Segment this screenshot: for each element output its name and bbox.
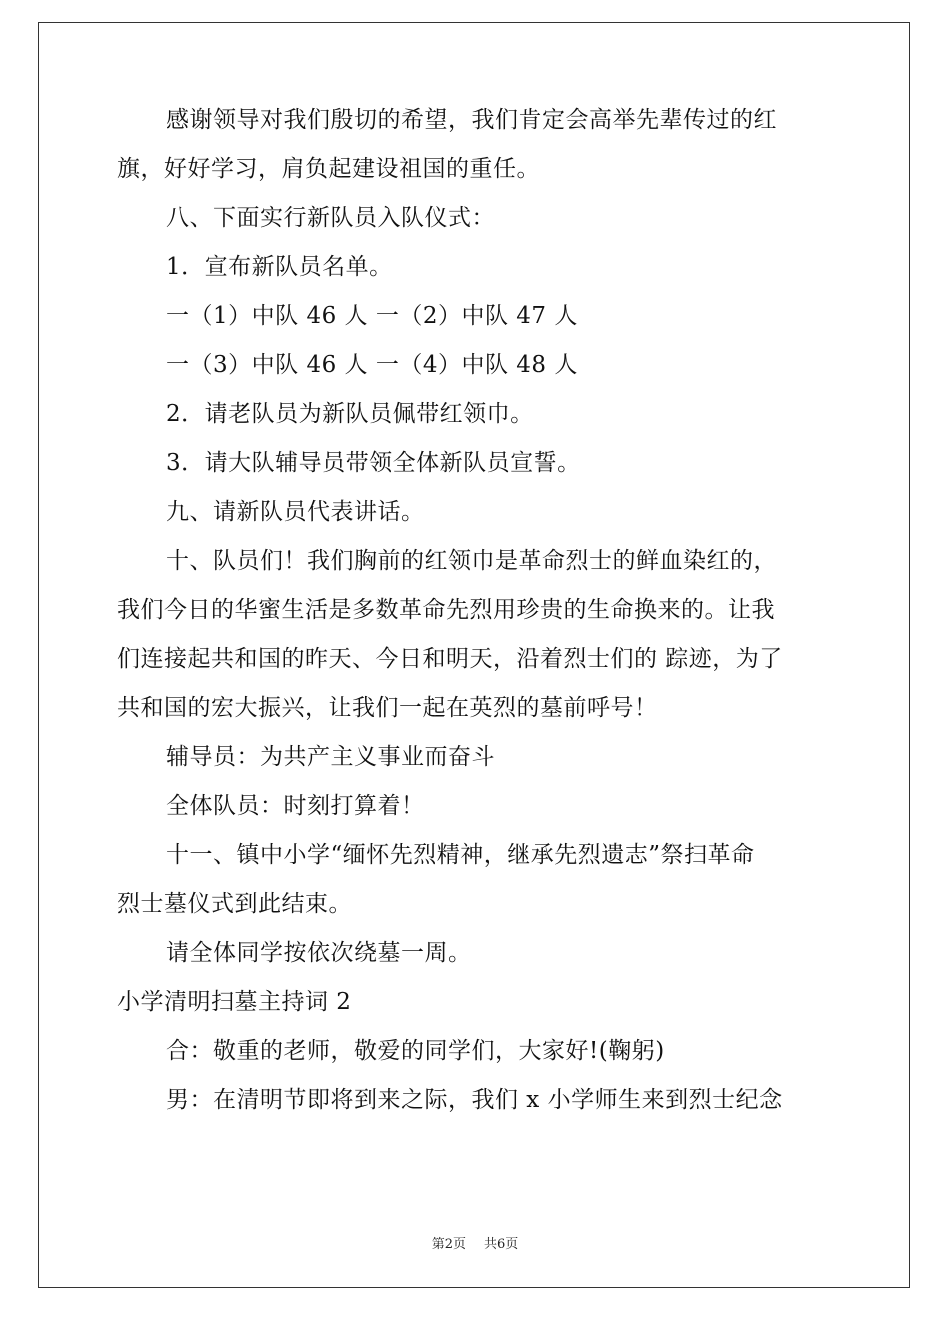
dialogue-line: 全体队员：时刻打算着！ <box>166 793 425 819</box>
paragraph-line: 共和国的宏大振兴，让我们一起在英烈的墓前呼号！ <box>117 695 658 721</box>
list-item: 3．请大队辅导员带领全体新队员宣誓。 <box>166 450 581 476</box>
page-total: 共6页 <box>484 1237 519 1252</box>
paragraph-line: 感谢领导对我们殷切的希望，我们肯定会高举先辈传过的红 <box>166 107 777 133</box>
paragraph-line: 请全体同学按依次绕墓一周。 <box>166 940 472 966</box>
list-item: 2．请老队员为新队员佩带红领巾。 <box>166 401 534 427</box>
paragraph-line: 十、队员们！我们胸前的红领巾是革命烈士的鲜血染红的， <box>166 548 777 574</box>
paragraph-line: 烈士墓仪式到此结束。 <box>117 891 352 917</box>
paragraph-line: 旗，好好学习，肩负起建设祖国的重任。 <box>117 156 540 182</box>
dialogue-line: 男：在清明节即将到来之际，我们 x 小学师生来到烈士纪念 <box>166 1087 783 1113</box>
page-current: 第2页 <box>431 1237 466 1252</box>
paragraph-line: 们连接起共和国的昨天、今日和明天，沿着烈士们的 踪迹，为了 <box>117 646 783 672</box>
section-heading-8: 八、下面实行新队员入队仪式： <box>166 205 495 231</box>
roster-line: 一（3）中队 46 人 一（4）中队 48 人 <box>166 352 578 378</box>
roster-line: 一（1）中队 46 人 一（2）中队 47 人 <box>166 303 578 329</box>
document-body <box>117 96 837 1125</box>
paragraph-line: 十一、镇中小学“缅怀先烈精神，继承先烈遗志”祭扫革命 <box>166 842 755 868</box>
page-footer <box>0 1233 950 1252</box>
dialogue-line: 合：敬重的老师，敬爱的同学们，大家好!(鞠躬) <box>166 1038 665 1064</box>
dialogue-line: 辅导员：为共产主义事业而奋斗 <box>166 744 495 770</box>
section-title: 小学清明扫墓主持词 2 <box>117 989 352 1015</box>
section-heading-9: 九、请新队员代表讲话。 <box>166 499 425 525</box>
list-item: 1．宣布新队员名单。 <box>166 254 393 280</box>
paragraph-line: 我们今日的华蜜生活是多数革命先烈用珍贵的生命换来的。让我 <box>117 597 775 623</box>
